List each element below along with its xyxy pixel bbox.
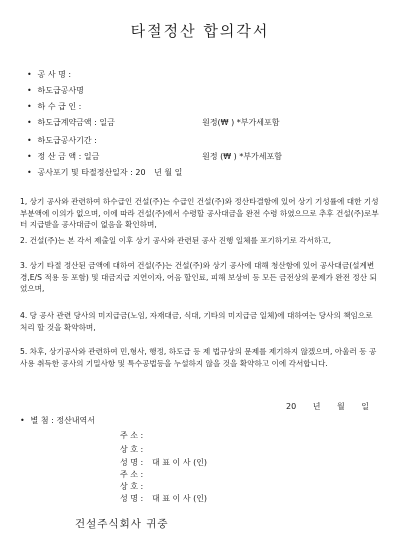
- signature-row: [120, 481, 152, 492]
- clause-2: [20, 235, 382, 247]
- field-label: 하도급공사기간 :: [37, 136, 97, 145]
- signature-row: [120, 457, 207, 468]
- attachment-value: 정산내역서: [56, 416, 95, 425]
- bullet-icon: •: [27, 168, 32, 177]
- clause-3: [20, 260, 382, 295]
- field-label: 하도급계약금액 : 일금: [37, 118, 115, 127]
- clause-text: 3. 상기 타절 정산된 금액에 대하여 건설(주)는 건설(주)와 상기 공사에 대해 청산함에 있어 공사대금(설계변경,E/S 적용 등 포함) 및 대금지급 지연이자, 어음 할인료, 피해 보상비 등 모든 금전상의 문제가 완전 정산 되었으며,: [20, 261, 377, 293]
- clause-text: 4. 당 공사 관련 당사의 미지급금(노임, 자재대금, 식대, 기타의 미지급금 일체)에 대하여는 당사의 책임으로 처리 할 것을 확약하며,: [20, 311, 373, 332]
- bullet-icon: •: [27, 102, 32, 111]
- signature-key: 상 호 :: [120, 482, 144, 491]
- field-label: 하도급공사명: [37, 86, 84, 95]
- bullet-icon: •: [27, 118, 32, 127]
- clause-text: 2. 건설(주)는 본 각서 제출일 이후 상기 공사와 관련된 공사 진행 일체를 포기하기로 각서하고,: [20, 236, 332, 245]
- field-label: 공사포기 및 타절정산일자 : 20: [37, 168, 146, 177]
- attachment-label: 별 첨 :: [30, 416, 54, 425]
- bullet-icon: •: [27, 152, 32, 161]
- document-title: 타절정산 합의각서: [130, 22, 270, 40]
- field-subcontractor: [27, 102, 81, 112]
- field-label: 하 수 급 인 :: [37, 102, 82, 111]
- addressee: 건설주식회사 귀중: [75, 518, 169, 530]
- signature-row: [120, 444, 152, 455]
- clause-text: 5. 차후, 상기공사와 관련하여 민,형사, 행정, 하도급 등 제 법규상의 문제를 제기하지 않겠으며, 아울러 동 공사용 취득한 공사의 기밀사항 및 특수공법등을 누설하지 않을 것을 확약하고 이에 각서합니다.: [20, 347, 377, 368]
- field-contract-period: [27, 136, 97, 146]
- signature-key: 주 소 :: [120, 470, 144, 479]
- field-settlement-amount: [27, 152, 282, 162]
- clause-4: [20, 310, 382, 333]
- signature-key: 성 명 :: [120, 458, 144, 467]
- signature-row: [120, 493, 207, 504]
- field-settlement-date: [27, 168, 182, 178]
- clause-1: [20, 196, 382, 231]
- bullet-icon: •: [27, 70, 32, 79]
- bullet-icon: •: [20, 416, 25, 425]
- attachment-line: [20, 415, 95, 426]
- field-value: 원정 (₩ ) *부가세포함: [202, 152, 282, 161]
- signature-key: 성 명 :: [120, 494, 144, 503]
- clause-text: 1, 상기 공사와 관련하여 하수급인 건설(주)는 수급인 건설(주)와 정산타결함에 있어 상기 기성률에 대한 기성부분액에 이의가 없으며, 이에 따라 건설(주)에서 수령할 공사대금을 완전 수령 하였으므로 추후 건설(주)로부터 지급받을 공사대금이 없음을 확인하며,: [20, 197, 379, 229]
- signing-date: 20 년 월 일: [286, 402, 369, 411]
- field-subcontract-name: [27, 86, 84, 96]
- field-contract-amount: [27, 118, 279, 128]
- signature-row: [120, 469, 152, 480]
- signature-value: 대 표 이 사 (인): [152, 494, 208, 503]
- clause-5: [20, 346, 382, 369]
- field-label: 공 사 명 :: [37, 70, 72, 79]
- signature-key: 상 호 :: [120, 445, 144, 454]
- signature-value: 대 표 이 사 (인): [152, 458, 208, 467]
- field-label: 정 산 금 액 : 일금: [37, 152, 100, 161]
- bullet-icon: •: [27, 86, 32, 95]
- field-project-name: [27, 70, 71, 80]
- signature-key: 주 소 :: [120, 431, 144, 440]
- field-value: 년 월 일: [154, 168, 183, 177]
- signature-row: [120, 430, 152, 441]
- field-value: 원정(₩ ) *부가세포함: [202, 118, 280, 127]
- bullet-icon: •: [27, 136, 32, 145]
